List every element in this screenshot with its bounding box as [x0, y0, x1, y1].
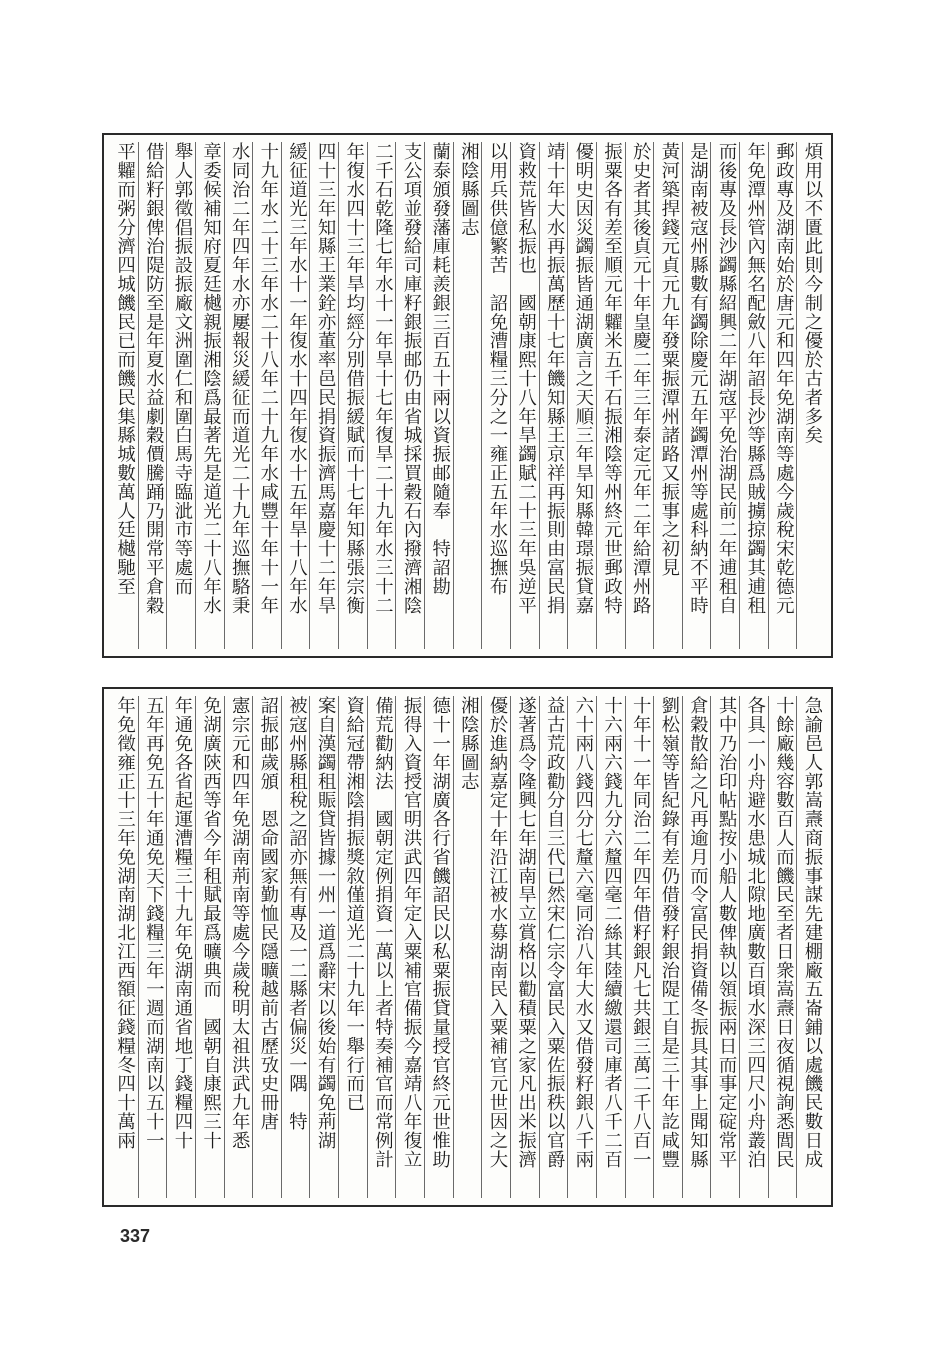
text-column: 靖十年大水再振萬歷十七年饑知縣王京祥再振則由富民捐 — [539, 142, 568, 649]
book-title: 湘陰縣圖志 — [458, 696, 480, 791]
text-column: 資給冠帶湘陰捐振獎敘僅道光二十九年一舉行而已 — [338, 696, 367, 1198]
text-column: 劉松嶺等皆紀錄有差仍借發籽銀治隄工自是三十年訖咸豐 — [653, 696, 682, 1198]
text-column: 年免徵雍正十三年免湖南湖北江西額征錢糧冬四十萬兩 — [114, 696, 136, 1150]
text-column: 四十三年知縣王業銓亦董率邑民捐資振濟馬嘉慶十二年旱 — [309, 142, 338, 649]
text-column: 蘭泰頒發藩庫耗羨銀三百五十兩以資振邮隨奉 特詔勘 — [424, 142, 453, 649]
text-column: 十九年水二十三年水二十八年二十九年水咸豐十年十一年 — [252, 142, 281, 649]
text-column: 備荒勸納法 國朝定例捐資一萬以上者特奏補官而常例計 — [367, 696, 396, 1198]
text-column: 章委候補知府夏廷樾親振湘陰爲最著先是道光二十八年水 — [195, 142, 224, 649]
text-column: 年復水四十三年旱均經分別借振緩賦而十七年知縣張宗衡 — [338, 142, 367, 649]
text-column: 於史者其後貞元十年皇慶二年三年泰定元年二年給潭州路 — [625, 142, 654, 649]
running-header — [453, 142, 482, 649]
text-column: 十六兩六錢九分六釐四毫二絲其陸續繳還司庫者八千二百 — [596, 696, 625, 1198]
text-column: 優於進納嘉定十年沿江被水募湖南民入粟補官元世因之大 — [481, 696, 510, 1198]
text-column: 水同治二年四年水亦屢報災緩征而道光二十九年巡撫駱秉 — [224, 142, 253, 649]
text-column: 煩用以不匱此則今制之優於古者多矣 — [796, 142, 825, 649]
text-column: 各具一小舟避水患城北隙地廣數百頃水深三四尺小舟叢泊 — [739, 696, 768, 1198]
text-column: 詔振邮歲頒 恩命國家勤恤民隱曠越前古歷攷史冊唐 — [252, 696, 281, 1198]
text-column: 十年十一年同治二年四年借籽銀凡七共銀三萬二千八百一 — [625, 696, 654, 1198]
text-column: 借給籽銀俾治隄防至是年夏水益劇穀價騰踊乃開常平倉穀 — [138, 142, 167, 649]
text-column: 年通免各省起運漕糧三十九年免湖南通省地丁錢糧四十 — [166, 696, 195, 1198]
text-column: 平糶而粥分濟四城饑民已而饑民集縣城數萬人廷樾馳至 — [114, 142, 136, 596]
text-column: 倉穀散給之凡再逾月而令富民捐資備冬振具其事上聞知縣 — [682, 696, 711, 1198]
text-column: 益古荒政勸分自三代已然宋仁宗令富民入粟佐振秩以官爵 — [539, 696, 568, 1198]
text-column: 緩征道光三年水十一年復水十四年復水十五年旱十八年水 — [281, 142, 310, 649]
book-title: 湘陰縣圖志 — [458, 142, 480, 237]
text-column: 資救荒皆私振也 國朝康熙十八年旱蠲賦二十三年吳逆平 — [510, 142, 539, 649]
text-column: 振粟各有差至順元年糶米五千石振湘陰等州終元世郵政特 — [596, 142, 625, 649]
page-number: 337 — [120, 1226, 151, 1246]
text-column: 是湖南被寇州縣數有蠲除慶元五年蠲潭州等處科納不平時 — [682, 142, 711, 649]
text-column: 黃河築捍錢元貞元九年發粟振潭州諸路又振事之初見 — [653, 142, 682, 649]
top-page-panel — [102, 133, 833, 658]
text-column: 優明史因災蠲振皆通湖廣言之天順三年旱知縣韓璟振貸嘉 — [567, 142, 596, 649]
volume-label — [453, 696, 456, 1198]
text-column: 年免潭州管內無名配斂八年詔長沙等縣爲賊擄掠蠲其逋租 — [739, 142, 768, 649]
text-column: 六十兩八錢四分七釐六毫同治八年大水又借發籽銀八千兩 — [567, 696, 596, 1198]
top-text-columns — [110, 142, 825, 649]
text-column: 其中乃治印帖點按小船人數俾執以領振兩日而事定碇常平 — [710, 696, 739, 1198]
text-column: 二千石乾隆七年水十一年旱十七年復旱二十九年水三十二 — [367, 142, 396, 649]
text-column: 急諭邑人郭嵩燾商振事謀先建棚廠五崙鋪以處饑民數日成 — [796, 696, 825, 1198]
text-column: 案自漢蠲租賑貸皆據一州一道爲辭宋以後始有蠲免荊湖 — [309, 696, 338, 1198]
text-column: 遂著爲令隆興七年湖南旱立賞格以勸積粟之家凡出米振濟 — [510, 696, 539, 1198]
text-column: 郵政專及湖南始於唐元和四年免湖南等處今歲稅宋乾德元 — [768, 142, 797, 649]
running-header — [453, 696, 482, 1198]
text-column: 振得入資授官明洪武四年定入粟補官備振今嘉靖八年復立 — [395, 696, 424, 1198]
text-column: 五年再免五十年通免天下錢糧三年一週而湖南以五十一 — [138, 696, 167, 1198]
text-column: 而後專及長沙蠲縣紹興二年湖寇平免治湖民前二年逋租自 — [710, 142, 739, 649]
text-column: 被寇州縣租稅之詔亦無有專及一二縣者偏災一隅 特 — [281, 696, 310, 1198]
bottom-page-panel — [102, 687, 833, 1207]
text-column: 德十一年湖廣各行省饑詔民以私粟振貸量授官終元世惟助 — [424, 696, 453, 1198]
text-column: 憲宗元和四年免湖南荊南等處今歲稅明太祖洪武九年悉 — [224, 696, 253, 1198]
volume-label — [453, 142, 456, 649]
text-column: 十餘廠幾容數百人而饑民至者日衆嵩燾日夜循視詢悉閭民 — [768, 696, 797, 1198]
text-column: 舉人郭徵倡振設振廠文洲圍仁和圍白馬寺臨泚市等處而 — [166, 142, 195, 649]
text-column: 支公項並發給司庫籽銀振邮仍由省城採買穀石內撥濟湘陰 — [395, 142, 424, 649]
text-column: 免湖廣陝西等省今年租賦最爲曠典而 國朝自康熙三十 — [195, 696, 224, 1198]
bottom-text-columns — [110, 696, 825, 1198]
text-column: 以用兵供億繁苦 詔免漕糧三分之一雍正五年水巡撫布 — [481, 142, 510, 649]
